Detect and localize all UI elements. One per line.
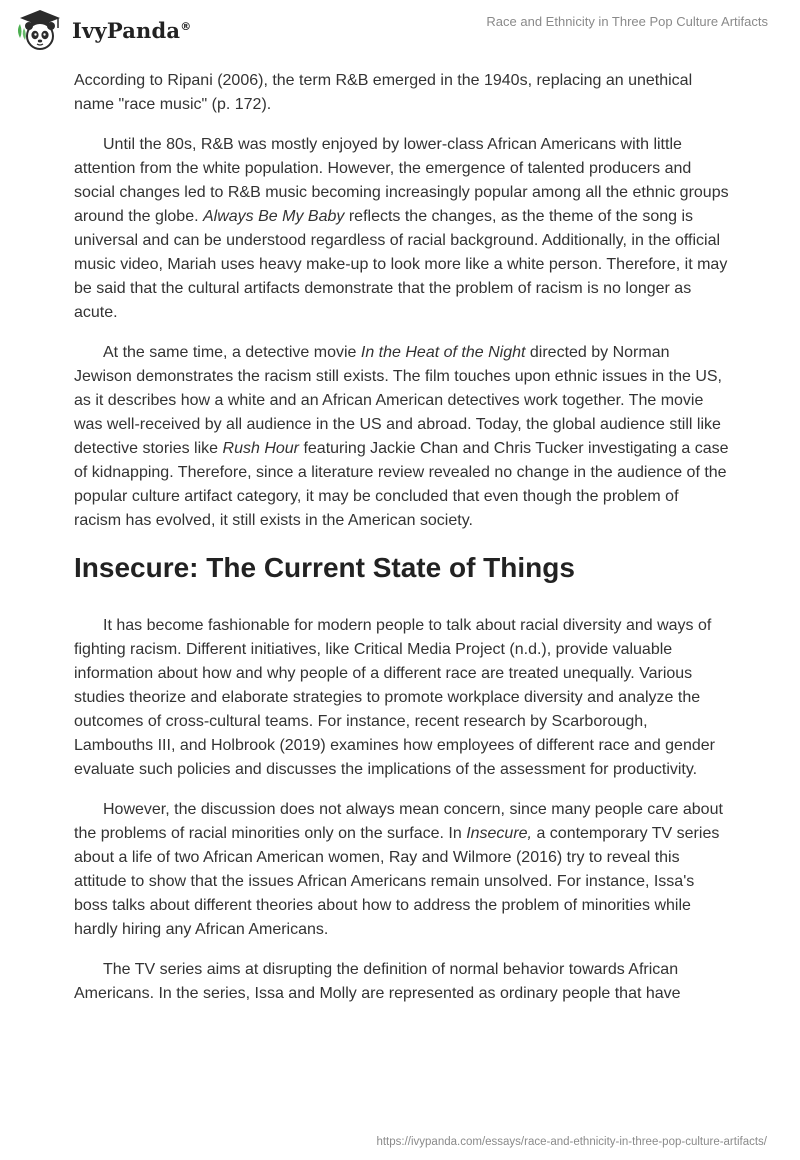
paragraph-insecure-series: However, the discussion does not always mean concern, since many people care about the problems of racial minorities only on the surface. In Insecure, a contemporary TV series about a life of two African American women, Ray and Wilmore (2016) try to reveal this attitude to show that the issues African Americans remain unsolved. For instance, Issa's boss talks about different theories about how to address the problem of minorities while hardly hiring any African Americans.	[74, 801, 723, 938]
section-heading: Insecure: The Current State of Things	[74, 552, 575, 583]
paragraph-tv-series-aims: The TV series aims at disrupting the definition of normal behavior towards African Americans. In the series, Issa and Molly are represented as ordinary people that have	[74, 961, 681, 1002]
page-header	[0, 0, 800, 66]
brand-logo[interactable]	[14, 8, 191, 52]
paragraph-rnb-popularity: Until the 80s, R&B was mostly enjoyed by lower-class African Americans with little attention from the white population. However, the emergence of talented producers and social changes led to R&B music becoming increasingly popular among all the ethnic groups around the globe. Always Be My Baby reflects the changes, as the theme of the song is universal and can be understood regardless of racial background. Additionally, in the official music video, Mariah uses heavy make-up to look more like a white person. Therefore, it may be said that the cultural artifacts demonstrate that the problem of racism is no longer as acute.	[74, 136, 729, 321]
essay-body	[74, 69, 730, 1022]
source-url[interactable]: https://ivypanda.com/essays/race-and-ethnicity-in-three-pop-culture-artifacts/	[376, 1136, 767, 1148]
registered-mark: ®	[180, 19, 192, 33]
movie-title: Rush Hour	[222, 440, 299, 457]
movie-title: In the Heat of the Night	[360, 344, 526, 361]
panda-graduate-icon	[14, 8, 66, 52]
paragraph-racial-diversity: It has become fashionable for modern people to talk about racial diversity and ways of fighting racism. Different initiatives, like Critical Media Project (n.d.), provide valuable information about how and why people of a different race are treated unequally. Various studies theorize and elaborate strategies to promote workplace diversity and analyze the outcomes of cross-cultural teams. For instance, recent research by Scarborough, Lambouths III, and Holbrook (2019) examines how employees of different race and gender evaluate such policies and discusses the implications of the assessment for productivity.	[74, 617, 715, 778]
series-title: Insecure,	[466, 825, 532, 842]
document-title: Race and Ethnicity in Three Pop Culture Artifacts	[486, 14, 768, 29]
song-title: Always Be My Baby	[203, 208, 345, 225]
brand-name: IvyPanda®	[72, 17, 192, 43]
paragraph-ripani: According to Ripani (2006), the term R&B emerged in the 1940s, replacing an unethical name "race music" (p. 172).	[74, 72, 693, 113]
paragraph-detective-movie: At the same time, a detective movie In the Heat of the Night directed by Norman Jewison demonstrates the racism still exists. The film touches upon ethnic issues in the US, as it describes how a white and an African American detectives work together. The movie was well-received by all audience in the US and abroad. Today, the global audience still like detective stories like Rush Hour featuring Jackie Chan and Chris Tucker investigating a case of kidnapping. Therefore, since a literature review revealed no change in the audience of the popular culture artifact category, it may be concluded that even though the problem of racism has evolved, it still exists in the American society.	[74, 344, 729, 529]
